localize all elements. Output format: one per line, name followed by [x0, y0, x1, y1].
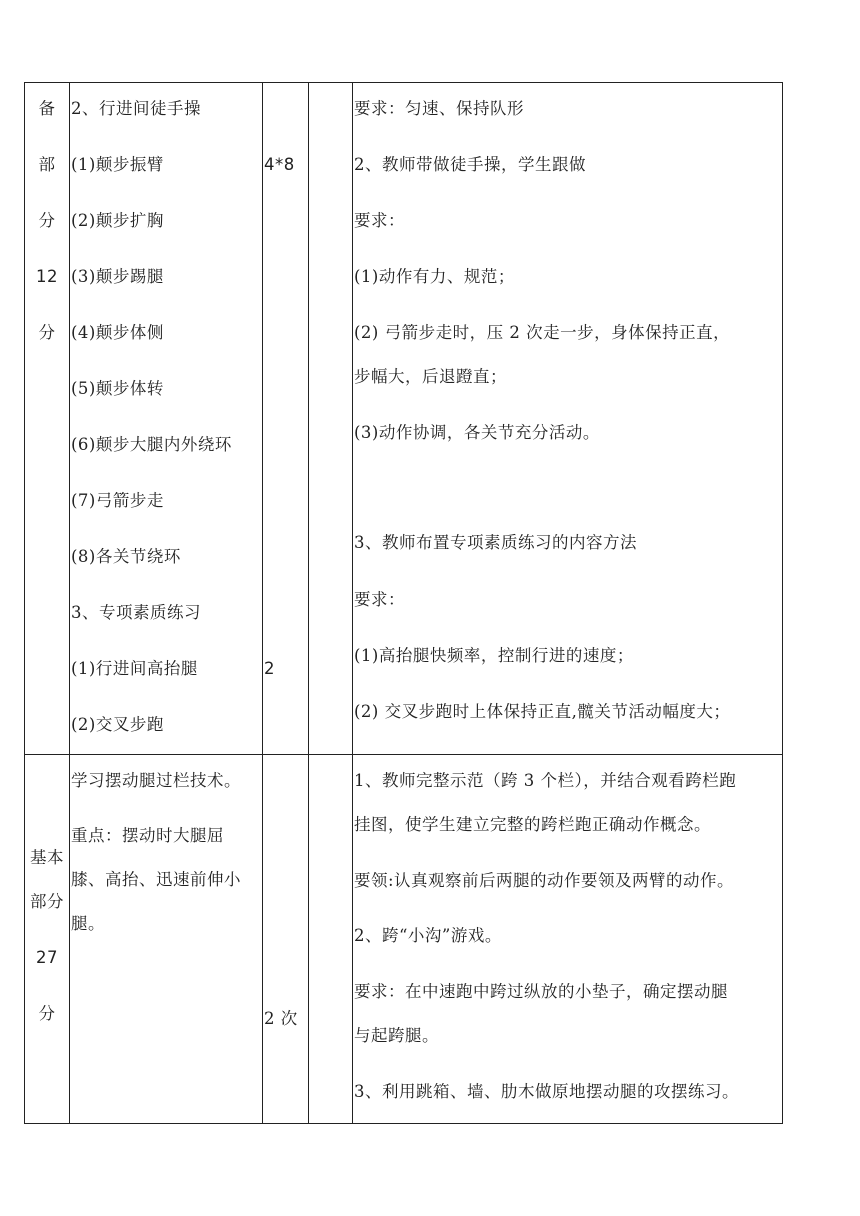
- content-line: (1)行进间高抬腿: [71, 659, 198, 678]
- method-line: 1、教师完整示范（跨 3 个栏），并结合观看跨栏跑: [354, 771, 737, 790]
- method-line: 2、教师带做徒手操，学生跟做: [354, 155, 586, 174]
- section1-label-char: 分: [38, 323, 56, 342]
- content-line: 3、专项素质练习: [71, 603, 201, 622]
- content-line: (6)颠步大腿内外绕环: [71, 435, 232, 454]
- content-line: 膝、高抬、迅速前伸小: [71, 870, 241, 889]
- method-line: 要求：: [354, 590, 405, 609]
- method-line: 3、利用跳箱、墙、肋木做原地摆动腿的攻摆练习。: [354, 1082, 739, 1101]
- column-divider: [352, 83, 353, 1123]
- content-line: 2、行进间徒手操: [71, 99, 201, 118]
- count-value: 4*8: [264, 155, 295, 174]
- count-value: 2 次: [264, 1009, 298, 1028]
- method-line: 3、教师布置专项素质练习的内容方法: [354, 533, 637, 552]
- method-line: (3)动作协调，各关节充分活动。: [354, 423, 600, 442]
- method-line: 要求：在中速跑中跨过纵放的小垫子，确定摆动腿: [354, 982, 728, 1001]
- method-line: 要求：: [354, 211, 405, 230]
- content-line: (5)颠步体转: [71, 379, 164, 398]
- section2-label-char: 分: [38, 1004, 56, 1023]
- method-line: 要领:认真观察前后两腿的动作要领及两臂的动作。: [354, 871, 735, 890]
- content-line: 腿。: [71, 914, 105, 933]
- method-line: 步幅大，后退蹬直；: [354, 367, 507, 386]
- method-line: (2) 交叉步跑时上体保持正直,髋关节活动幅度大；: [354, 702, 731, 721]
- method-line: 2、跨“小沟”游戏。: [354, 926, 502, 945]
- method-line: (1)高抬腿快频率，控制行进的速度；: [354, 646, 634, 665]
- section1-label-char: 备: [38, 99, 56, 118]
- method-line: 挂图，使学生建立完整的跨栏跑正确动作概念。: [354, 815, 711, 834]
- content-line: (8)各关节绕环: [71, 547, 181, 566]
- section2-label-char: 部分: [30, 892, 64, 911]
- section1-label-char: 12: [36, 267, 58, 286]
- section2-label-char: 27: [36, 948, 58, 967]
- section2-label-char: 基本: [30, 848, 64, 867]
- column-divider: [308, 83, 309, 1123]
- section1-label-char: 部: [38, 155, 56, 174]
- count-value: 2: [264, 659, 275, 678]
- row-divider: [25, 754, 782, 755]
- method-line: 与起跨腿。: [354, 1026, 439, 1045]
- method-line: 要求：匀速、保持队形: [354, 99, 524, 118]
- lesson-plan-table: [24, 82, 783, 1124]
- content-line: 重点：摆动时大腿屈: [71, 826, 224, 845]
- content-line: 学习摆动腿过栏技术。: [71, 771, 241, 790]
- content-line: (1)颠步振臂: [71, 155, 164, 174]
- content-line: (2)颠步扩胸: [71, 211, 164, 230]
- method-line: (1)动作有力、规范；: [354, 267, 515, 286]
- content-line: (4)颠步体侧: [71, 323, 164, 342]
- content-line: (2)交叉步跑: [71, 715, 164, 734]
- column-divider: [262, 83, 263, 1123]
- method-line: (2) 弓箭步走时，压 2 次走一步，身体保持正直，: [354, 323, 731, 342]
- column-divider: [69, 83, 70, 1123]
- section1-label-char: 分: [38, 211, 56, 230]
- content-line: (3)颠步踢腿: [71, 267, 164, 286]
- content-line: (7)弓箭步走: [71, 491, 164, 510]
